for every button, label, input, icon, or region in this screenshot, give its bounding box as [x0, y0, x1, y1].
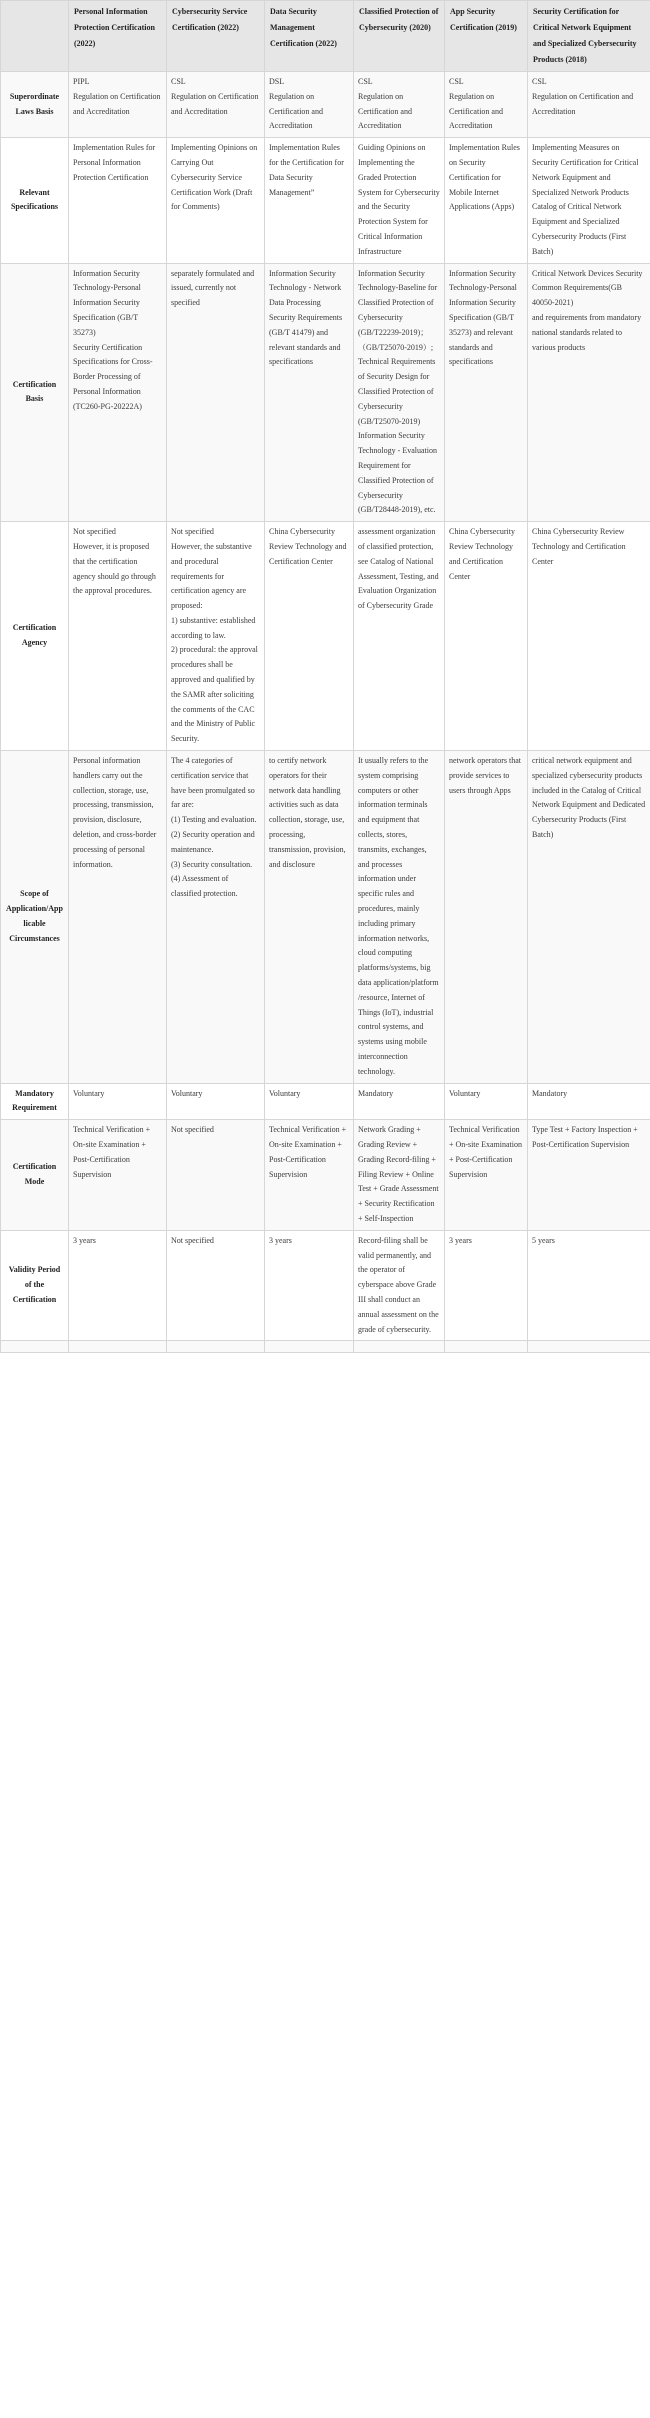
table-cell — [265, 1083, 354, 1120]
cell-text: Implementation Rules for the Certification for Data Security Management” — [269, 143, 344, 197]
cell-text: Information Security Technology-Baseline for Classified Protection of Cybersecurity (GB/T22239-2019)； — [358, 268, 438, 337]
cell-text: China Cybersecurity Review Technology and Certification Center — [449, 527, 515, 581]
table-row — [1, 1341, 650, 1353]
cell-text: Technical Verification + On-site Examination + Post-Certification Supervision — [449, 1125, 522, 1179]
table-cell — [265, 138, 354, 263]
table-cell — [445, 751, 528, 1084]
table-cell — [265, 263, 354, 522]
table-row — [1, 1083, 650, 1120]
table-cell — [445, 1120, 528, 1231]
table-row — [1, 1120, 650, 1231]
cell-text: China Cybersecurity Review Technology and Certification Center — [269, 527, 347, 566]
column-header: App Security Certification (2019) — [445, 1, 528, 72]
cell-text: assessment organization of classified protection, see Catalog of National Assessment, Testing, and Evaluation Organization of Cybersecurity Grade — [358, 527, 439, 611]
table-header-row — [1, 1, 650, 72]
table-cell — [445, 1230, 528, 1341]
table-cell — [445, 1083, 528, 1120]
cell-text: Information Security Technology - Evaluation Requirement for Classified Protection of Cybersecurity (GB/T28448-2019), etc. — [358, 431, 437, 515]
cell-text: Voluntary — [171, 1088, 203, 1098]
table-cell — [167, 263, 265, 522]
table-row — [1, 751, 650, 1084]
cell-text: 1) substantive: established according to law. — [171, 615, 256, 640]
cell-text: Security Certification Specifications for Cross-Border Processing of Personal Information (TC260-PG-20222A) — [73, 342, 153, 411]
cell-text: Technical Verification + On-site Examination + Post-Certification Supervision — [73, 1125, 151, 1179]
cell-text: Voluntary — [73, 1088, 105, 1098]
table-cell — [354, 751, 445, 1084]
cell-text: (3) Security consultation. — [171, 859, 253, 869]
column-header: Classified Protection of Cybersecurity (2020) — [354, 1, 445, 72]
table-cell — [69, 1083, 167, 1120]
cell-text: Not specified — [171, 1125, 214, 1135]
table-cell — [69, 138, 167, 263]
table-cell — [354, 1120, 445, 1231]
cell-text: Voluntary — [449, 1088, 481, 1098]
table-row — [1, 522, 650, 751]
table-cell — [167, 1230, 265, 1341]
row-header: Certification Mode — [1, 1120, 69, 1231]
cell-text: The 4 categories of certification service that have been promulgated so far are: — [171, 756, 255, 810]
cell-text: Implementing Opinions on Carrying Out Cybersecurity Service Certification Work (Draft for Comments) — [171, 143, 258, 212]
cell-text: Regulation on Certification and Accreditation — [73, 91, 161, 116]
table-cell — [528, 1230, 650, 1341]
cell-text: Personal information handlers carry out the collection, storage, use, processing, transmission, provision, disclosure, deletion, and cross-border processing of personal information. — [73, 756, 157, 869]
table-cell — [528, 263, 650, 522]
table-cell — [167, 72, 265, 138]
cell-text: China Cybersecurity Review Technology and Certification Center — [532, 527, 626, 566]
table-row — [1, 1230, 650, 1341]
table-cell — [354, 138, 445, 263]
table-cell — [167, 1120, 265, 1231]
cell-text: 3 years — [73, 1235, 96, 1245]
cell-text: network operators that provide services to users through Apps — [449, 756, 521, 795]
table-cell — [354, 1230, 445, 1341]
table-cell — [445, 1341, 528, 1353]
cell-text: 2) procedural: the approval procedures shall be approved and qualified by the SAMR after soliciting the comments of the CAC and the Ministry of Public Security. — [171, 645, 258, 744]
row-header: Relevant Specifications — [1, 138, 69, 263]
row-header: Validity Period of the Certification — [1, 1230, 69, 1341]
cell-text: Implementation Rules on Security Certification for Mobile Internet Applications (Apps) — [449, 143, 520, 212]
table-cell — [69, 751, 167, 1084]
table-cell — [528, 751, 650, 1084]
cell-text: 5 years — [532, 1235, 555, 1245]
cell-text: Regulation on Certification and Accreditation — [358, 91, 412, 131]
table-cell — [354, 1083, 445, 1120]
table-cell — [69, 1230, 167, 1341]
row-header: Scope of Application/Applicable Circumstances — [1, 751, 69, 1084]
table-cell — [167, 1083, 265, 1120]
table-cell — [69, 1120, 167, 1231]
cell-text: Mandatory — [358, 1088, 394, 1098]
table-cell — [445, 263, 528, 522]
table-cell — [354, 522, 445, 751]
column-header: Cybersecurity Service Certification (2022) — [167, 1, 265, 72]
table-cell — [69, 72, 167, 138]
cell-text: However, the substantive and procedural requirements for certification agency are proposed: — [171, 541, 252, 611]
column-header: Security Certification for Critical Network Equipment and Specialized Cybersecurity Products (2018) — [528, 1, 650, 72]
table-cell — [69, 522, 167, 751]
table-cell — [265, 1120, 354, 1231]
table-row — [1, 72, 650, 138]
cell-text: Not specified — [73, 527, 116, 537]
cell-text: DSL — [269, 77, 285, 86]
cell-text: separately formulated and issued, currently not specified — [171, 268, 255, 308]
cell-text: Not specified — [171, 527, 214, 537]
cell-text: CSL — [532, 77, 547, 86]
cell-text: (4) Assessment of classified protection. — [171, 874, 238, 899]
column-header: Personal Information Protection Certification (2022) — [69, 1, 167, 72]
cell-text: 3 years — [269, 1235, 292, 1245]
cell-text: Implementation Rules for Personal Information Protection Certification — [73, 143, 156, 182]
table-cell — [167, 522, 265, 751]
cell-text: Regulation on Certification and Accreditation — [449, 91, 503, 131]
cell-text: critical network equipment and specialized cybersecurity products included in the Catalog of Critical Network Equipment and Dedicated Cybersecurity Products (First Batch) — [532, 756, 646, 840]
table-cell — [528, 1120, 650, 1231]
table-cell — [528, 1083, 650, 1120]
cell-text: PIPL — [73, 77, 90, 86]
cell-text: Voluntary — [269, 1088, 301, 1098]
row-header: Superordinate Laws Basis — [1, 72, 69, 138]
table-cell — [69, 1341, 167, 1353]
table-cell — [167, 138, 265, 263]
table-cell — [528, 522, 650, 751]
cell-text: It usually refers to the system comprising computers or other information terminals and equipment that collects, stores, transmits, exchanges, and processes information under specific rules and procedures, mainly including primary information networks, cloud computing platforms/systems, big data application/platform /resource, Internet of Things (IoT), industrial control systems, and systems using mobile interconnection technology. — [358, 756, 439, 1076]
cell-text: Catalog of Critical Network Equipment and Specialized Cybersecurity Products (First Batch) — [532, 202, 627, 256]
table-cell — [167, 751, 265, 1084]
cell-text: Information Security Technology-Personal Information Security Specification (GB/T 35273) — [73, 268, 141, 337]
row-header: Certification Agency — [1, 522, 69, 751]
table-body — [1, 72, 650, 1353]
table-row — [1, 263, 650, 522]
cell-text: Information Security Technology-Personal Information Security Specification (GB/T 35273) and relevant standards and specifications — [449, 268, 517, 367]
table-cell — [445, 522, 528, 751]
table-cell — [528, 1341, 650, 1353]
row-header: Certification Basis — [1, 263, 69, 522]
table-cell — [528, 138, 650, 263]
cell-text: Regulation on Certification and Accreditation — [171, 91, 259, 116]
cell-text: Type Test + Factory Inspection + Post-Certification Supervision — [532, 1125, 638, 1149]
table-cell — [354, 72, 445, 138]
table-cell — [167, 1341, 265, 1353]
cell-text: However, it is proposed that the certification agency should go through the approval procedures. — [73, 541, 156, 596]
cell-text: Technical Requirements of Security Design for Classified Protection of Cybersecurity (GB/T25070-2019) — [358, 357, 436, 426]
cell-text: CSL — [171, 77, 186, 86]
cell-text: Network Grading + Grading Review + Grading Record-filing + Filing Review + Online Test + Grade Assessment + Security Rectification + Self-Inspection — [358, 1125, 439, 1223]
cell-text: Regulation on Certification and Accreditation — [269, 91, 323, 131]
row-header — [1, 1341, 69, 1353]
cell-text: to certify network operators for their network data handling activities such as data collection, storage, use, processing, transmission, provision, and disclosure — [269, 756, 346, 869]
cell-text: Not specified — [171, 1235, 214, 1245]
cell-text: Regulation on Certification and Accreditation — [532, 91, 634, 116]
row-header: Mandatory Requirement — [1, 1083, 69, 1120]
cell-text: 3 years — [449, 1235, 472, 1245]
table-cell — [69, 263, 167, 522]
cell-text: Record-filing shall be valid permanently, and the operator of cyberspace above Grade III shall conduct an annual assessment on the grade of cybersecurity. — [358, 1235, 439, 1334]
cell-text: (1) Testing and evaluation. — [171, 815, 257, 825]
table-row — [1, 138, 650, 263]
table-cell — [528, 72, 650, 138]
table-cell — [445, 72, 528, 138]
header-corner-cell — [1, 1, 69, 72]
cell-text: Technical Verification + On-site Examination + Post-Certification Supervision — [269, 1125, 347, 1179]
cell-text: Implementing Measures on Security Certification for Critical Network Equipment and Specialized Network Products — [532, 143, 639, 197]
column-header: Data Security Management Certification (2022) — [265, 1, 354, 72]
cell-text: (2) Security operation and maintenance. — [171, 830, 255, 854]
table-cell — [445, 138, 528, 263]
table-cell — [265, 72, 354, 138]
cell-text: Critical Network Devices Security Common Requirements(GB 40050-2021) — [532, 268, 643, 308]
table-cell — [265, 1341, 354, 1353]
cell-text: CSL — [358, 77, 373, 86]
table-cell — [265, 522, 354, 751]
cell-text: Guiding Opinions on Implementing the Graded Protection System for Cybersecurity and the Security Protection System for Critical Information Infrastructure — [358, 143, 440, 256]
table-cell — [354, 1341, 445, 1353]
cell-text: （GB/T25070-2019）; — [358, 342, 434, 352]
table-cell — [265, 1230, 354, 1341]
table-cell — [354, 263, 445, 522]
cell-text: and requirements from mandatory national standards related to various products — [532, 312, 642, 352]
table-cell — [265, 751, 354, 1084]
cell-text: Information Security Technology - Network Data Processing Security Requirements (GB/T 41479) and relevant standards and specifications — [269, 268, 343, 367]
cell-text: CSL — [449, 77, 464, 86]
cell-text: Mandatory — [532, 1088, 568, 1098]
